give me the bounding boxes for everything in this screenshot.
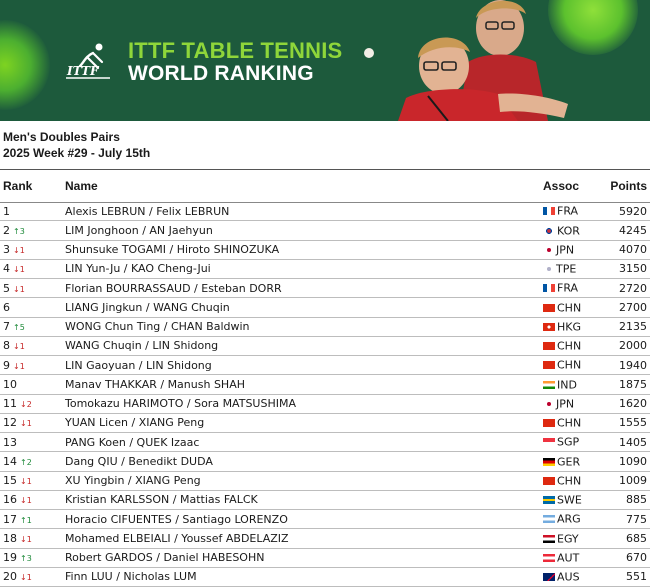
rank-number: 14 xyxy=(3,454,17,468)
points-value: 551 xyxy=(603,567,650,586)
rank-change-down-icon: ↓1 xyxy=(20,573,32,583)
assoc-cell xyxy=(543,259,603,278)
banner-subtitle: WORLD RANKING xyxy=(128,62,314,85)
assoc-code: IND xyxy=(557,378,577,392)
points-value: 885 xyxy=(603,490,650,509)
rank-cell xyxy=(0,471,61,490)
points-value: 4070 xyxy=(603,240,650,259)
decorative-glow xyxy=(0,20,50,110)
pair-name: Finn LUU / Nicholas LUM xyxy=(61,567,543,586)
rank-cell xyxy=(0,394,61,413)
players-photo xyxy=(388,0,578,121)
rank-number: 7 xyxy=(3,320,10,334)
rank-cell xyxy=(0,490,61,509)
rank-number: 8 xyxy=(3,339,10,353)
flag-icon xyxy=(547,402,551,406)
assoc-cell xyxy=(543,298,603,317)
rank-number: 15 xyxy=(3,474,17,488)
points-value: 2720 xyxy=(603,279,650,298)
points-value: 1405 xyxy=(603,433,650,452)
rank-number: 20 xyxy=(3,570,17,584)
points-value: 1875 xyxy=(603,375,650,394)
points-value: 1090 xyxy=(603,452,650,471)
assoc-code: AUS xyxy=(557,570,580,584)
table-row xyxy=(0,279,650,298)
rank-change-down-icon: ↓1 xyxy=(20,496,32,506)
assoc-cell xyxy=(543,336,603,355)
table-row xyxy=(0,413,650,432)
assoc-code: GER xyxy=(557,455,581,469)
rank-cell xyxy=(0,279,61,298)
pair-name: Tomokazu HARIMOTO / Sora MATSUSHIMA xyxy=(61,394,543,413)
assoc-code: KOR xyxy=(557,224,580,238)
flag-icon xyxy=(543,535,555,543)
points-value: 2000 xyxy=(603,336,650,355)
assoc-code: HKG xyxy=(557,320,582,334)
pair-name: PANG Koen / QUEK Izaac xyxy=(61,433,543,452)
table-row xyxy=(0,567,650,586)
pair-name: Florian BOURRASSAUD / Esteban DORR xyxy=(61,279,543,298)
table-row xyxy=(0,548,650,567)
ranking-subtitle xyxy=(0,121,650,161)
assoc-code: SWE xyxy=(557,493,582,507)
rank-number: 6 xyxy=(3,300,10,314)
banner-header xyxy=(0,0,650,121)
table-row xyxy=(0,490,650,509)
rank-number: 17 xyxy=(3,512,17,526)
rank-change-down-icon: ↓1 xyxy=(13,284,25,294)
rank-change-up-icon: ↑3 xyxy=(20,554,32,564)
assoc-code: CHN xyxy=(557,339,582,353)
rank-cell xyxy=(0,548,61,567)
flag-icon xyxy=(543,438,555,446)
rank-cell xyxy=(0,452,61,471)
assoc-cell xyxy=(543,413,603,432)
points-value: 4245 xyxy=(603,221,650,240)
table-row xyxy=(0,336,650,355)
assoc-code: TPE xyxy=(556,262,577,276)
flag-icon xyxy=(543,381,555,389)
assoc-cell xyxy=(543,548,603,567)
rank-cell xyxy=(0,240,61,259)
flag-icon xyxy=(543,361,555,369)
assoc-cell xyxy=(543,375,603,394)
flag-icon xyxy=(543,573,555,581)
points-value: 685 xyxy=(603,529,650,548)
ranking-rows xyxy=(0,202,650,587)
flag-icon xyxy=(547,248,551,252)
rank-change-down-icon: ↓1 xyxy=(13,342,25,352)
flag-icon xyxy=(543,342,555,350)
assoc-code: SGP xyxy=(557,435,580,449)
assoc-cell xyxy=(543,433,603,452)
divider xyxy=(0,169,650,170)
rank-number: 12 xyxy=(3,416,17,430)
pair-name: Alexis LEBRUN / Felix LEBRUN xyxy=(61,202,543,221)
rank-cell xyxy=(0,298,61,317)
points-value: 5920 xyxy=(603,202,650,221)
rank-cell xyxy=(0,259,61,278)
table-row xyxy=(0,529,650,548)
table-row xyxy=(0,202,650,221)
rank-cell xyxy=(0,221,61,240)
assoc-cell xyxy=(543,202,603,221)
pair-name: LIN Yun-Ju / KAO Cheng-Jui xyxy=(61,259,543,278)
flag-icon xyxy=(543,304,555,312)
rank-number: 10 xyxy=(3,377,17,391)
flag-icon xyxy=(543,284,555,292)
rank-cell xyxy=(0,529,61,548)
rank-cell xyxy=(0,510,61,529)
points-value: 670 xyxy=(603,548,650,567)
table-row xyxy=(0,221,650,240)
pair-name: Mohamed ELBEIALI / Youssef ABDELAZIZ xyxy=(61,529,543,548)
banner-title: ITTF TABLE TENNIS xyxy=(128,38,343,63)
points-value: 1555 xyxy=(603,413,650,432)
rank-number: 18 xyxy=(3,531,17,545)
table-row xyxy=(0,452,650,471)
assoc-code: ARG xyxy=(557,512,581,526)
table-row xyxy=(0,433,650,452)
category-title: Men's Doubles Pairs xyxy=(3,130,120,144)
rank-change-up-icon: ↑1 xyxy=(20,515,32,525)
rank-cell xyxy=(0,336,61,355)
assoc-cell xyxy=(543,279,603,298)
table-row xyxy=(0,356,650,375)
column-header-assoc: Assoc xyxy=(543,178,580,193)
points-value: 1009 xyxy=(603,471,650,490)
flag-icon xyxy=(543,554,555,562)
rank-number: 19 xyxy=(3,551,17,565)
pair-name: WONG Chun Ting / CHAN Baldwin xyxy=(61,317,543,336)
flag-icon xyxy=(543,323,555,331)
points-value: 2700 xyxy=(603,298,650,317)
pair-name: WANG Chuqin / LIN Shidong xyxy=(61,336,543,355)
rank-number: 5 xyxy=(3,281,10,295)
assoc-cell xyxy=(543,567,603,586)
rank-change-down-icon: ↓1 xyxy=(20,419,32,429)
rank-cell xyxy=(0,413,61,432)
assoc-cell xyxy=(543,490,603,509)
points-value: 775 xyxy=(603,510,650,529)
points-value: 1940 xyxy=(603,356,650,375)
assoc-cell xyxy=(543,471,603,490)
rank-change-down-icon: ↓1 xyxy=(20,477,32,487)
pair-name: LIANG Jingkun / WANG Chuqin xyxy=(61,298,543,317)
rank-number: 4 xyxy=(3,262,10,276)
flag-icon xyxy=(543,207,555,215)
rank-change-down-icon: ↓2 xyxy=(20,400,32,410)
pair-name: LIN Gaoyuan / LIN Shidong xyxy=(61,356,543,375)
table-row xyxy=(0,259,650,278)
table-row xyxy=(0,317,650,336)
assoc-code: CHN xyxy=(557,474,582,488)
pair-name: Dang QIU / Benedikt DUDA xyxy=(61,452,543,471)
assoc-code: CHN xyxy=(557,301,582,315)
rank-number: 1 xyxy=(3,204,10,218)
rank-change-up-icon: ↑2 xyxy=(20,457,32,467)
assoc-code: JPN xyxy=(556,243,575,257)
pair-name: XU Yingbin / XIANG Peng xyxy=(61,471,543,490)
flag-icon xyxy=(543,477,555,485)
assoc-code: FRA xyxy=(557,281,579,295)
pair-name: Shunsuke TOGAMI / Hiroto SHINOZUKA xyxy=(61,240,543,259)
rank-cell xyxy=(0,202,61,221)
ball-icon xyxy=(364,48,374,58)
table-row xyxy=(0,471,650,490)
assoc-code: FRA xyxy=(557,204,579,218)
column-header-points: Points xyxy=(610,178,647,193)
ittf-logo-icon xyxy=(64,42,112,82)
rank-number: 2 xyxy=(3,223,10,237)
ranking-table xyxy=(0,177,650,587)
rank-number: 9 xyxy=(3,358,10,372)
pair-name: Robert GARDOS / Daniel HABESOHN xyxy=(61,548,543,567)
assoc-code: CHN xyxy=(557,416,582,430)
assoc-cell xyxy=(543,356,603,375)
column-header-name: Name xyxy=(65,178,98,193)
assoc-code: EGY xyxy=(557,532,579,546)
rank-number: 16 xyxy=(3,493,17,507)
assoc-code: CHN xyxy=(557,358,582,372)
rank-cell xyxy=(0,356,61,375)
assoc-cell xyxy=(543,529,603,548)
assoc-cell xyxy=(543,240,603,259)
rank-change-up-icon: ↑5 xyxy=(13,323,25,333)
rank-cell xyxy=(0,375,61,394)
rank-cell xyxy=(0,433,61,452)
rank-change-down-icon: ↓1 xyxy=(20,534,32,544)
assoc-cell xyxy=(543,221,603,240)
pair-name: Kristian KARLSSON / Mattias FALCK xyxy=(61,490,543,509)
points-value: 3150 xyxy=(603,259,650,278)
pair-name: Horacio CIFUENTES / Santiago LORENZO xyxy=(61,510,543,529)
points-value: 2135 xyxy=(603,317,650,336)
assoc-code: AUT xyxy=(557,551,580,565)
pair-name: LIM Jonghoon / AN Jaehyun xyxy=(61,221,543,240)
flag-icon xyxy=(547,267,551,271)
table-row xyxy=(0,375,650,394)
rank-number: 3 xyxy=(3,243,10,257)
rank-change-up-icon: ↑3 xyxy=(13,226,25,236)
assoc-cell xyxy=(543,317,603,336)
table-row xyxy=(0,298,650,317)
flag-icon xyxy=(543,496,555,504)
rank-change-down-icon: ↓1 xyxy=(13,265,25,275)
rank-change-down-icon: ↓1 xyxy=(13,361,25,371)
week-date: 2025 Week #29 - July 15th xyxy=(3,146,151,160)
pair-name: YUAN Licen / XIANG Peng xyxy=(61,413,543,432)
svg-text:ITTF: ITTF xyxy=(67,64,99,78)
assoc-code: JPN xyxy=(556,397,575,411)
assoc-cell xyxy=(543,510,603,529)
pair-name: Manav THAKKAR / Manush SHAH xyxy=(61,375,543,394)
flag-icon xyxy=(543,515,555,523)
flag-icon xyxy=(543,227,555,235)
rank-cell xyxy=(0,567,61,586)
rank-cell xyxy=(0,317,61,336)
table-row xyxy=(0,394,650,413)
table-header-row xyxy=(0,177,650,194)
flag-icon xyxy=(543,419,555,427)
rank-number: 11 xyxy=(3,397,17,411)
table-row xyxy=(0,510,650,529)
flag-icon xyxy=(543,458,555,466)
column-header-rank: Rank xyxy=(3,178,33,193)
table-row xyxy=(0,240,650,259)
points-value: 1620 xyxy=(603,394,650,413)
rank-number: 13 xyxy=(3,435,17,449)
assoc-cell xyxy=(543,452,603,471)
rank-change-down-icon: ↓1 xyxy=(13,246,25,256)
assoc-cell xyxy=(543,394,603,413)
